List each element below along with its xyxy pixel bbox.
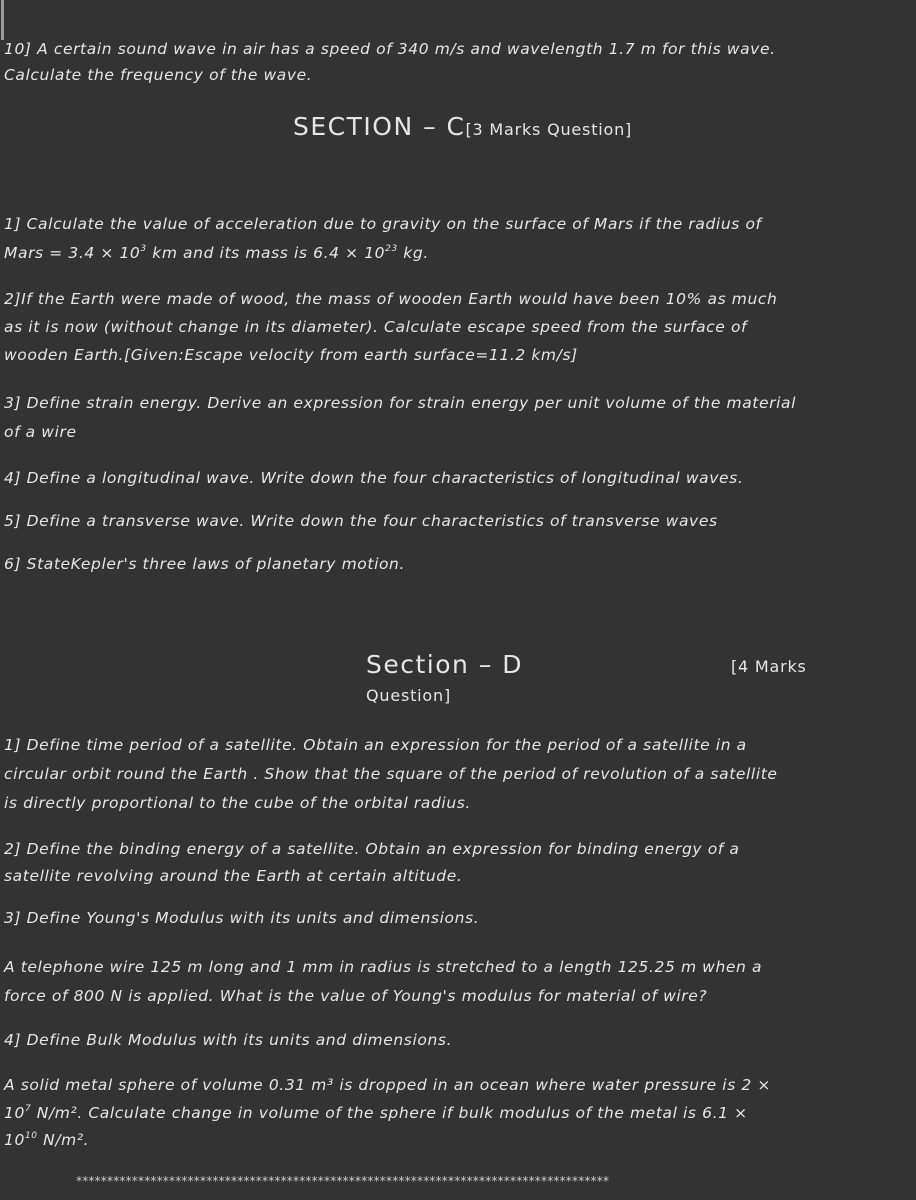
section-d-q4-problem-line [4, 1127, 910, 1153]
bulk-modulus-base: 10 [4, 1131, 25, 1149]
section-d-q3: 3] Define Young's Modulus with its units and dimensions. [4, 909, 480, 927]
section-d-q1-line: is directly proportional to the cube of the orbital radius. [4, 794, 471, 812]
section-c-q3-line: of a wire [4, 423, 77, 441]
q10-line: 10] A certain sound wave in air has a speed of 340 m/s and wavelength 1.7 m for this wave. [4, 40, 776, 58]
section-d-q4-problem-line: A solid metal sphere of volume 0.31 m³ is dropped in an ocean where water pressure is 2 × [4, 1076, 771, 1094]
section-c-q2-line: as it is now (without change in its diameter). Calculate escape speed from the surface of [4, 318, 748, 336]
section-c-title: SECTION – C [293, 112, 466, 141]
end-of-paper-stars: ************************************************************************************** [76, 1174, 610, 1188]
pressure-text: N/m². Calculate change in volume of the sphere if bulk modulus of the metal is 6.1 × [31, 1104, 748, 1122]
q1-mars-radius: Mars = 3.4 × 10 [4, 244, 141, 262]
section-c-q5: 5] Define a transverse wave. Write down the four characteristics of transverse waves [4, 512, 718, 530]
exponent: 10 [24, 1131, 38, 1141]
section-c-q3-line: 3] Define strain energy. Derive an expression for strain energy per unit volume of the material [4, 394, 796, 412]
section-d-marks: [4 Marks [731, 657, 807, 676]
exponent: 23 [385, 244, 398, 254]
exponent: 3 [140, 244, 147, 254]
section-d-q4-problem-line [4, 1100, 910, 1126]
section-d-marks-cont: Question] [366, 686, 452, 705]
q10-line: Calculate the frequency of the wave. [4, 66, 313, 84]
bulk-modulus-unit: N/m². [37, 1131, 90, 1149]
section-d-q1-line: circular orbit round the Earth . Show that the square of the period of revolution of a satellite [4, 765, 778, 783]
section-d-q3-problem-line: force of 800 N is applied. What is the value of Young's modulus for material of wire? [4, 987, 708, 1005]
section-d-q1-line: 1] Define time period of a satellite. Obtain an expression for the period of a satellite in a [4, 736, 747, 754]
section-c-q2-line: wooden Earth.[Given:Escape velocity from earth surface=11.2 km/s] [4, 346, 578, 364]
section-d-title: Section – D [366, 650, 524, 679]
section-c-heading [293, 112, 632, 141]
section-c-marks: [3 Marks Question] [465, 120, 633, 139]
text-cursor-bar [1, 0, 4, 40]
section-c-q2-line: 2]If the Earth were made of wood, the mass of wooden Earth would have been 10% as much [4, 290, 778, 308]
section-c-q1-line [4, 240, 910, 266]
section-d-q4: 4] Define Bulk Modulus with its units and dimensions. [4, 1031, 453, 1049]
q1-mars-mass: km and its mass is 6.4 × 10 [146, 244, 386, 262]
section-d-q2-line: satellite revolving around the Earth at certain altitude. [4, 867, 463, 885]
section-c-q1-line: 1] Calculate the value of acceleration due to gravity on the surface of Mars if the radius of [4, 215, 762, 233]
pressure-base: 10 [4, 1104, 25, 1122]
q1-unit: kg. [397, 244, 429, 262]
section-d-q3-problem-line: A telephone wire 125 m long and 1 mm in radius is stretched to a length 125.25 m when a [4, 958, 763, 976]
section-c-q6: 6] StateKepler's three laws of planetary motion. [4, 555, 406, 573]
section-c-q4: 4] Define a longitudinal wave. Write down the four characteristics of longitudinal waves. [4, 469, 744, 487]
section-d-q2-line: 2] Define the binding energy of a satellite. Obtain an expression for binding energy of a [4, 840, 740, 858]
exponent: 7 [24, 1104, 32, 1114]
